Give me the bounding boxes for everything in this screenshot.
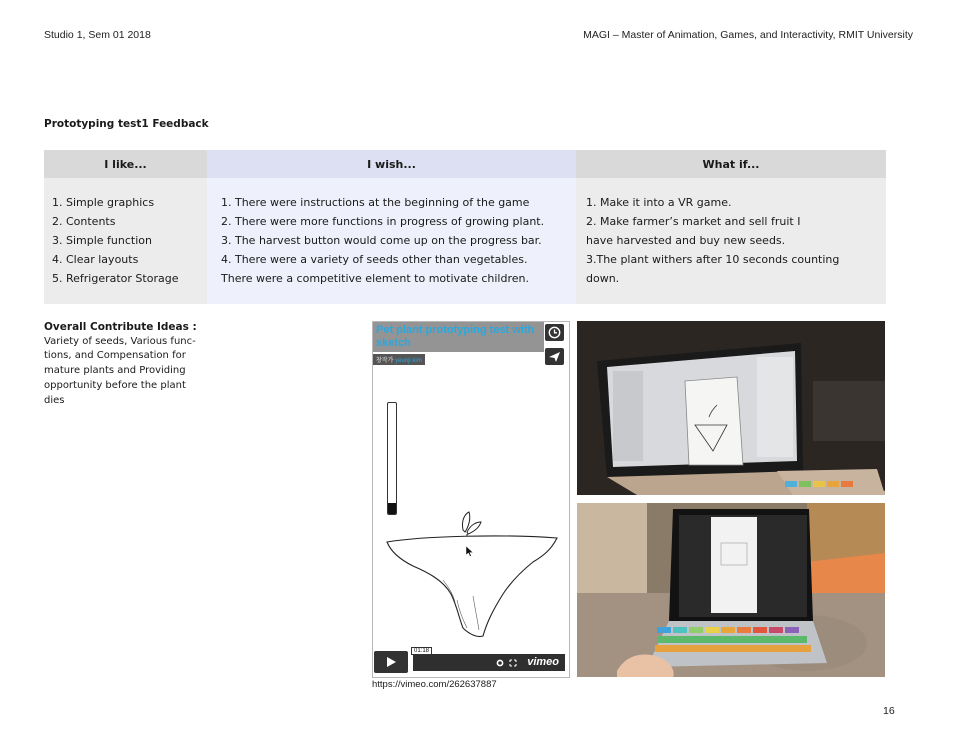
settings-icon xyxy=(497,660,502,665)
list-item: 4. Clear layouts xyxy=(52,253,139,266)
fullscreen-icon xyxy=(510,660,516,666)
paper-plane-icon xyxy=(545,348,564,365)
author-prefix: 창작가 xyxy=(376,358,394,364)
column-what-if xyxy=(576,150,886,304)
author-name[interactable]: yeunji kim xyxy=(395,358,422,364)
column-body xyxy=(44,178,207,304)
list-item: 4. There were a variety of seeds other than vegetables. xyxy=(221,253,528,266)
page-number: 16 xyxy=(883,705,895,717)
watch-later-button[interactable] xyxy=(545,324,564,341)
video-timestamp: 01:18 xyxy=(411,647,432,655)
page-title: Prototyping test1 Feedback xyxy=(44,118,209,130)
play-icon xyxy=(374,651,408,673)
overall-line: tions, and Compensation for xyxy=(44,350,186,362)
floating-island-sketch xyxy=(383,510,563,645)
play-button[interactable] xyxy=(374,651,408,673)
list-item: down. xyxy=(586,272,620,285)
list-item: 3.The plant withers after 10 seconds counting xyxy=(586,253,840,266)
column-i-like xyxy=(44,150,207,304)
list-item: 3. The harvest button would come up on the progress bar. xyxy=(221,234,542,247)
header-right: MAGI – Master of Animation, Games, and Interactivity, RMIT University xyxy=(583,29,913,41)
vimeo-logo[interactable]: vimeo xyxy=(527,656,559,668)
list-item: 2. There were more functions in progress of growing plant. xyxy=(221,215,545,228)
list-item: There were a competitive element to motivate children. xyxy=(221,272,529,285)
overall-heading: Overall Contribute Ideas : xyxy=(44,321,197,333)
overall-ideas xyxy=(44,320,214,408)
overall-line: mature plants and Providing xyxy=(44,365,186,377)
header-left: Studio 1, Sem 01 2018 xyxy=(44,29,151,41)
list-item: 1. Make it into a VR game. xyxy=(586,196,732,209)
list-item: 2. Contents xyxy=(52,215,116,228)
overall-line: Variety of seeds, Various func- xyxy=(44,335,196,347)
share-button[interactable] xyxy=(545,348,564,365)
video-url[interactable]: https://vimeo.com/262637887 xyxy=(372,679,497,690)
video-author[interactable] xyxy=(373,354,425,365)
growth-progress-bar xyxy=(387,402,397,515)
video-player[interactable] xyxy=(372,321,570,678)
overall-line: opportunity before the plant xyxy=(44,379,186,391)
list-item: 1. There were instructions at the beginning of the game xyxy=(221,196,530,209)
video-scrubber[interactable] xyxy=(413,654,565,671)
feedback-table xyxy=(44,150,886,304)
list-item: 3. Simple function xyxy=(52,234,152,247)
overall-line: dies xyxy=(44,394,65,406)
column-body xyxy=(207,178,576,304)
list-item: 2. Make farmer’s market and sell fruit I xyxy=(586,215,801,228)
column-header: I like... xyxy=(44,150,207,178)
photo-laptop-sketch-prototype xyxy=(577,321,885,495)
video-controls xyxy=(373,648,569,673)
list-item: 1. Simple graphics xyxy=(52,196,155,209)
video-title[interactable]: Pet plant prototyping test with sketch xyxy=(373,322,544,352)
column-header: I wish... xyxy=(207,150,576,178)
photo-laptop-app-prototype xyxy=(577,503,885,677)
column-i-wish xyxy=(207,150,576,304)
column-body xyxy=(576,178,886,304)
column-header: What if... xyxy=(576,150,886,178)
mouse-cursor-icon xyxy=(466,546,474,557)
clock-icon xyxy=(545,324,564,341)
list-item: 5. Refrigerator Storage xyxy=(52,272,179,285)
list-item: have harvested and buy new seeds. xyxy=(586,234,786,247)
